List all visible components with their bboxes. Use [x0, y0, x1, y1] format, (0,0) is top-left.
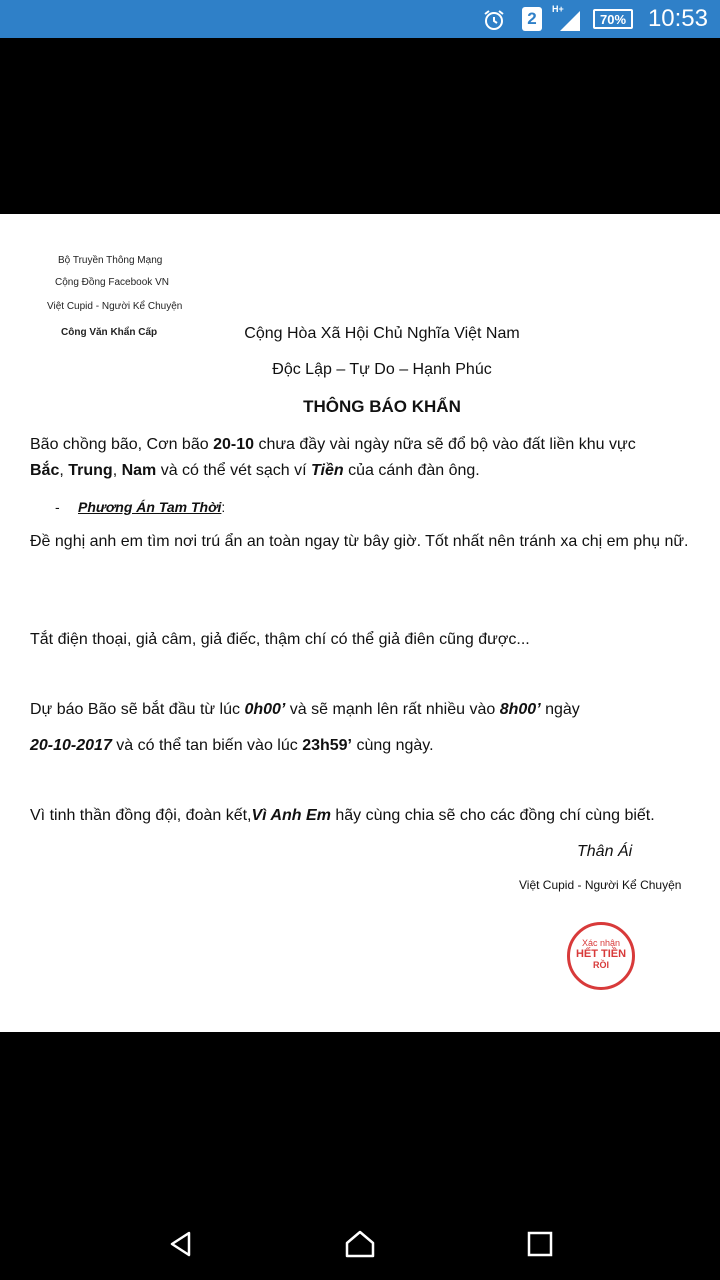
clock: 10:53	[647, 5, 708, 32]
back-button[interactable]	[161, 1224, 201, 1264]
header-line: Công Văn Khẩn Cấp	[61, 327, 158, 338]
header-line: Cộng Đồng Facebook VN	[55, 277, 169, 288]
nation-heading: Cộng Hòa Xã Hội Chủ Nghĩa Việt Nam	[244, 325, 520, 342]
home-button[interactable]	[340, 1224, 380, 1264]
network-type-label: H+	[552, 4, 564, 14]
battery-icon: 70%	[593, 9, 633, 29]
header-line: Việt Cupid - Người Kể Chuyện	[47, 301, 183, 312]
paragraph-forecast: Dự báo Bão sẽ bắt đầu từ lúc 0h00’ và sẽ mạnh lên rất nhiều vào 8h00’ ngày	[30, 701, 580, 718]
paragraph-shelter: Đề nghị anh em tìm nơi trú ẩn an toàn ngay từ bây giờ. Tốt nhất nên tránh xa chị em phụ nữ.	[30, 533, 689, 550]
recents-button[interactable]	[520, 1224, 560, 1264]
back-triangle-icon	[167, 1230, 195, 1258]
stamp-line: RỒI	[592, 960, 609, 970]
closing-text: Thân Ái	[577, 843, 633, 860]
motto: Độc Lập – Tự Do – Hạnh Phúc	[272, 361, 492, 378]
paragraph-storm-intro: Bão chồng bão, Cơn bão 20-10 chưa đầy vài ngày nữa sẽ đổ bộ vào đất liền khu vực Bắc, Trung, Nam và có thể vét sạch ví Tiền của cánh đàn ông.	[30, 436, 636, 479]
paragraph-share: Vì tinh thần đồng đội, đoàn kết,Vì Anh Em hãy cùng chia sẽ cho các đồng chí cùng biết.	[30, 807, 655, 824]
document-image	[0, 214, 720, 1032]
red-stamp	[567, 922, 635, 990]
home-icon	[344, 1229, 376, 1259]
bullet-plan: Phương Án Tam Thời:	[78, 499, 226, 515]
document-title: THÔNG BÁO KHẨN	[303, 397, 461, 416]
alarm-clock-icon	[482, 8, 506, 32]
sim-badge: 2	[522, 7, 542, 31]
stamp-line: HẾT TIỀN	[575, 948, 627, 960]
bullet-dash: -	[55, 499, 60, 515]
header-line: Bộ Truyền Thông Mạng	[58, 255, 163, 266]
paragraph-phone-off: Tắt điện thoại, giả câm, giả điếc, thậm chí có thể giả điên cũng được...	[30, 631, 530, 648]
stamp-line: Xác nhận	[581, 938, 621, 948]
status-bar	[0, 0, 720, 38]
paragraph-forecast-date: 20-10-2017 và có thể tan biến vào lúc 23h59’ cùng ngày.	[30, 737, 434, 754]
signature: Việt Cupid - Người Kể Chuyện	[519, 878, 682, 892]
signal-icon	[552, 4, 582, 32]
recents-square-icon	[527, 1231, 553, 1257]
navigation-bar	[0, 1200, 720, 1280]
